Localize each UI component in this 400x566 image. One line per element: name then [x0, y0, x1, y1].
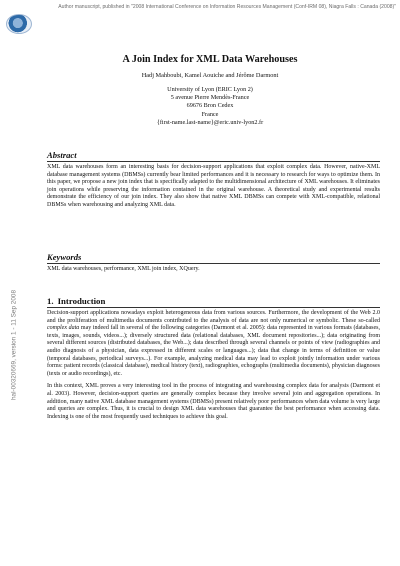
keywords-rule — [47, 263, 380, 264]
paper-authors: Hadj Mahboubi, Kamel Aouiche and Jérôme Darmont — [141, 72, 279, 79]
emphasis-complex-data: complex data — [47, 325, 80, 332]
hal-logo-icon — [6, 14, 32, 34]
introduction-paragraph-2: In this context, XML proves a very interesting tool in the process of integrating and warehousing complex data for analysis (Darmont et al. 2003). However, decision-support queries are generally complex because they involve several join and aggregation operations. In addition, many native XML database management systems (DBMSs) present relatively poor performances when data volume is very large and queries are complex. Thus, it is crucial to design XML data warehouses that guarantee the best performance when accessing data. Indexing is one of the most frequently used techniques to achieve this goal. — [47, 383, 380, 420]
publication-note: Author manuscript, published in "2008 International Conference on Information Resources Management (Conf-IRM 08), Niagra Falls : Canada (2008)" — [58, 4, 396, 10]
introduction-section — [47, 296, 380, 426]
keywords-text: XML data warehouses, performance, XML join index, XQuery. — [47, 266, 200, 272]
affiliation-line: France — [201, 110, 219, 118]
affiliation-block — [40, 86, 380, 127]
introduction-paragraph-1: Decision-support applications nowadays exploit heterogeneous data from various sources. Furthermore, the development of the Web 2.0 and the proliferation of multimedia documents contributed to the analysis of data are not only numerical or symbolic. These so-called complex data may indeed fall in several of the following categories (Darmont et al. 2005): data represented in various formats (databases, texts, images, sounds, videos...); diversely structured data (relational databases, XML document repositories...); data originating from several different sources (distributed databases, the Web...); data described through several channels or points of view (radiographies and audio diagnosis of a physician, data expressed in different scales or languages...); data that change in terms of definition or value (temporal databases, periodical surveys...). For example, analyzing medical data may lead to exploit jointly information under various forms: patient records (classical database), medical history (text), radiographies, echographs (multimedia documents), physician diagnoses (texts or audio recordings), etc. — [47, 310, 380, 377]
introduction-rule — [47, 307, 380, 308]
keywords-section — [47, 252, 380, 274]
abstract-heading: Abstract — [47, 150, 77, 160]
section-title: Introduction — [57, 296, 106, 306]
introduction-heading — [47, 296, 380, 306]
abstract-rule — [47, 161, 380, 162]
affiliation-line: 5 avenue Pierre Mendès-France — [170, 94, 250, 102]
section-number: 1. — [47, 296, 54, 306]
hal-version-stamp: hal-00320669, version 1 - 11 Sep 2008 — [10, 289, 18, 401]
abstract-text: XML data warehouses form an interesting basis for decision-support applications that exploit complex data. However, native-XML database management systems (DBMSs) currently bear limited performances and it is necessary to research for ways to optimize them. In this paper, we propose a new join index that is specifically adapted to the multidimensional architecture of XML warehouses. It eliminates join operations while preserving the information contained in the original warehouse. A theoretical study and experimental results demonstrate the efficiency of our join index. They also show that native XML DBMSs can compete with XML-compatible, relational DBMSs when warehousing and analyzing XML data. — [47, 164, 380, 208]
keywords-heading: Keywords — [47, 252, 82, 262]
affiliation-email: {first-name.last-name}@eric.univ-lyon2.fr — [156, 118, 264, 126]
affiliation-line: University of Lyon (ERIC Lyon 2) — [167, 86, 253, 93]
affiliation-line: 69676 Bron Cedex — [186, 102, 234, 110]
abstract-section — [47, 150, 380, 210]
paper-title: A Join Index for XML Data Warehouses — [122, 54, 298, 65]
